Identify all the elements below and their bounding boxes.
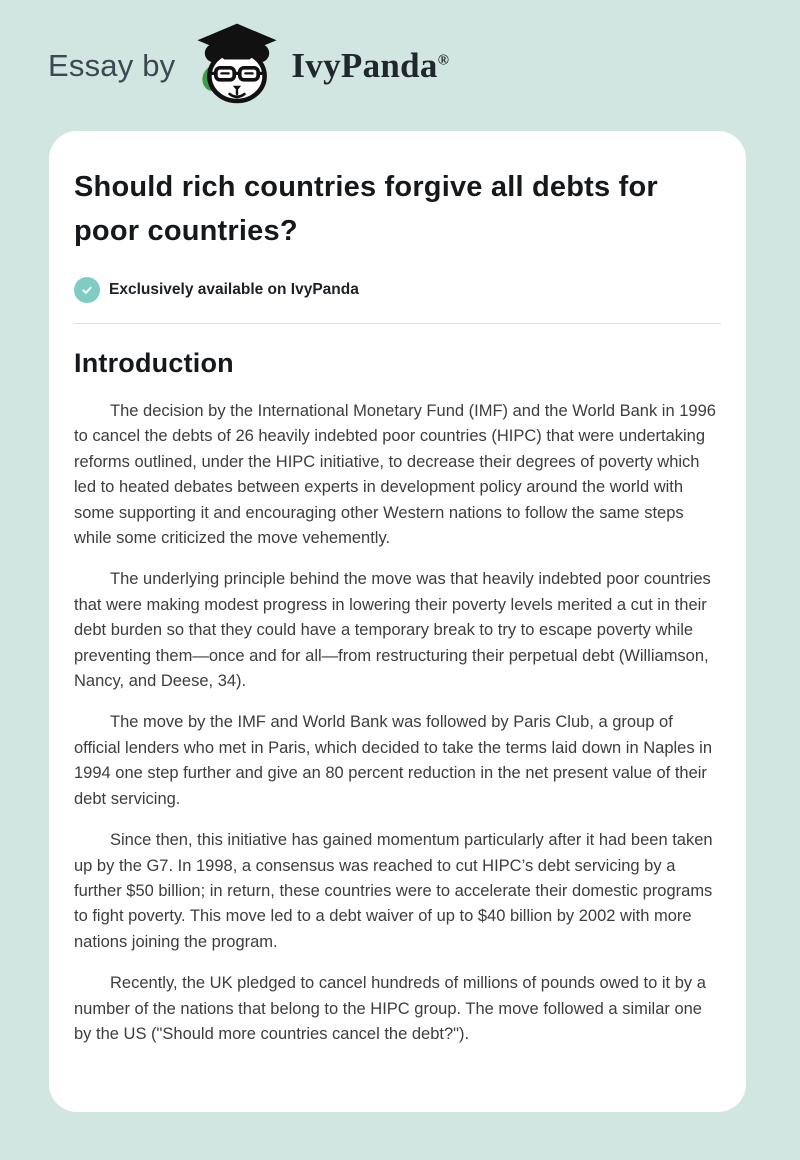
panda-graduate-icon bbox=[189, 20, 285, 112]
divider bbox=[74, 323, 721, 324]
essay-card bbox=[49, 131, 746, 1112]
ivypanda-logo[interactable] bbox=[189, 20, 449, 112]
essay-paragraph-5: Recently, the UK pledged to cancel hundreds of millions of pounds owed to it by a number of the nations that belong to the HIPC group. The move followed a similar one by the US ("Should more countries cancel the debt?"). bbox=[74, 974, 706, 1043]
registered-mark: ® bbox=[437, 51, 450, 68]
availability-badge-label: Exclusively available on IvyPanda bbox=[109, 281, 359, 298]
section-heading-introduction: Introduction bbox=[74, 348, 234, 378]
availability-badge bbox=[74, 277, 721, 303]
site-header bbox=[0, 0, 800, 131]
essay-title: Should rich countries forgive all debts for poor countries? bbox=[74, 171, 658, 247]
essay-paragraph-2: The underlying principle behind the move was that heavily indebted poor countries that were making modest progress in lowering their poverty levels merited a cut in their debt burden so that they could have a temporary break to try to escape poverty while preventing them—once and for all—from restructuring their perpetual debt (Williamson, Nancy, and Deese, 34). bbox=[74, 570, 711, 691]
brand-name bbox=[291, 46, 449, 86]
header-prefix: Essay by bbox=[48, 47, 176, 83]
brand-text: IvyPanda bbox=[291, 45, 438, 85]
essay-paragraph-3: The move by the IMF and World Bank was followed by Paris Club, a group of official lenders who met in Paris, which decided to take the terms laid down in Naples in 1994 one step further and give an 80 percent reduction in the net present value of their debt servicing. bbox=[74, 713, 713, 808]
essay-paragraph-4: Since then, this initiative has gained momentum particularly after it had been taken up by the G7. In 1998, a consensus was reached to cut HIPC’s debt servicing by a further $50 billion; in return, these countries were to accelerate their domestic programs to fight poverty. This move led to a debt waiver of up to $40 billion by 2002 with more nations joining the program. bbox=[74, 831, 713, 951]
checkmark-icon bbox=[74, 277, 100, 303]
essay-paragraph-1: The decision by the International Monetary Fund (IMF) and the World Bank in 1996 to cancel the debts of 26 heavily indebted poor countries (HIPC) that were undertaking reforms outlined, under the HIPC initiative, to decrease their degrees of poverty which led to heated debates between experts in development policy around the world with some supporting it and encouraging other Western nations to follow the same steps while some criticized the move vehemently. bbox=[74, 402, 716, 548]
